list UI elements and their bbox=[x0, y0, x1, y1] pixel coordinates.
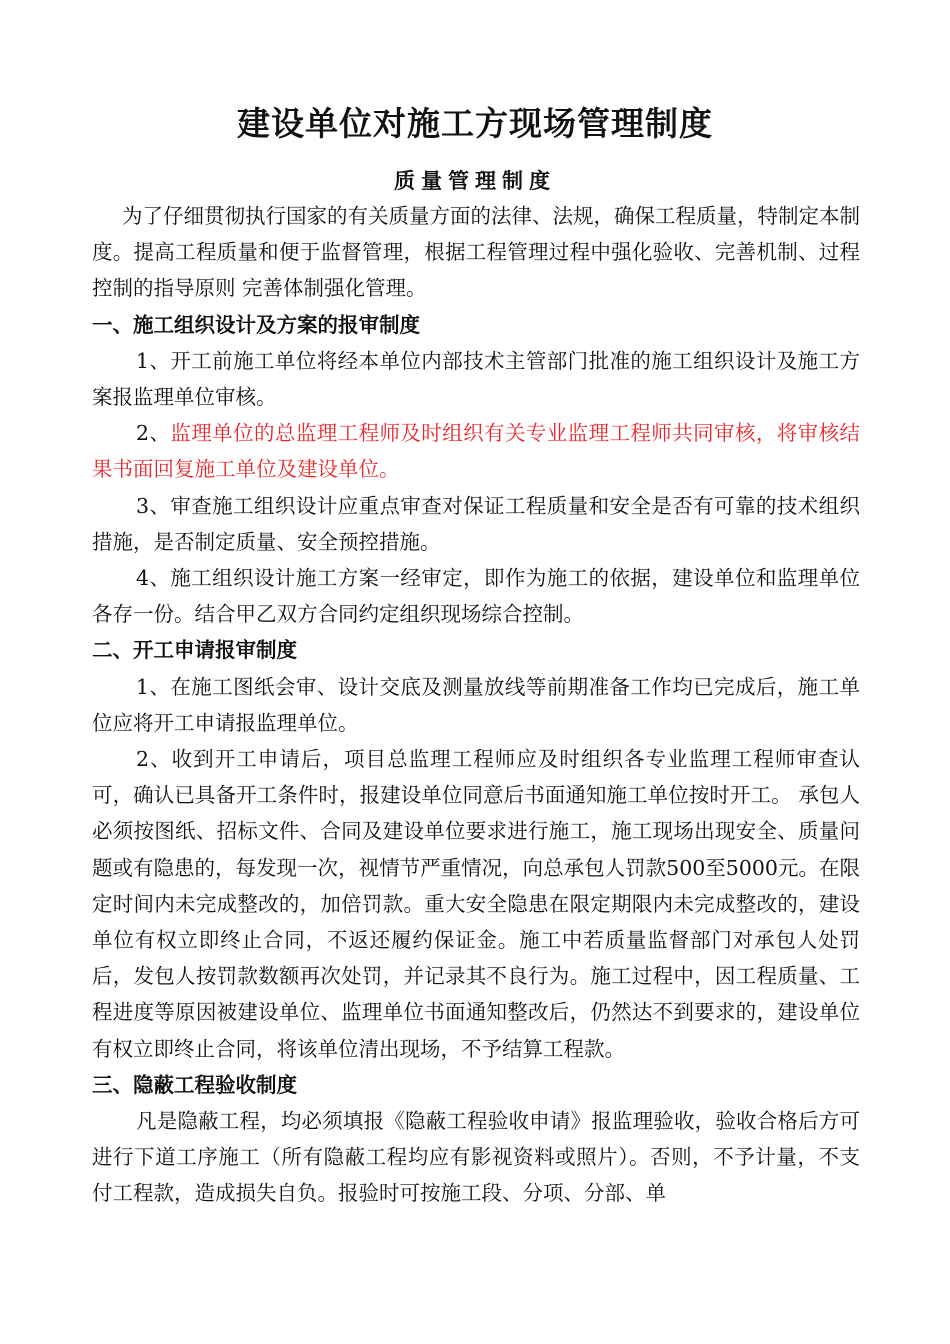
intro-paragraph: 为了仔细贯彻执行国家的有关质量方面的法律、法规，确保工程质量，特制定本制度。提高工程质量和便于监督管理，根据工程管理过程中强化验收、完善机制、过程控制的指导原则 完善体制强化管理。 bbox=[92, 204, 860, 301]
section-heading-3: 三、隐蔽工程验收制度 bbox=[92, 1072, 297, 1097]
document-title: 建设单位对施工方现场管理制度 bbox=[237, 104, 713, 143]
clause-2-2: 2、收到开工申请后，项目总监理工程师应及时组织各专业监理工程师审查认可，确认已具备开工条件时，报建设单位同意后书面通知施工单位按时开工。 承包人必须按图纸、招标文件、合同及建设单位要求进行施工，施工现场出现安全、质量问题或有隐患的，每发现一次，视情节严重情况，向总承包人罚款500至5000元。在限定时间内未完成整改的，加倍罚款。重大安全隐患在限定期限内未完成整改的，建设单位有权立即终止合同，不返还履约保证金。施工中若质量监督部门对承包人处罚后，发包人按罚款数额再次处罚，并记录其不良行为。施工过程中，因工程质量、工程进度等原因被建设单位、监理单位书面通知整改后，仍然达不到要求的，建设单位有权立即终止合同，将该单位清出现场，不予结算工程款。 bbox=[92, 747, 860, 1061]
clause-2-1: 1、在施工图纸会审、设计交底及测量放线等前期准备工作均已完成后，施工单位应将开工申请报监理单位。 bbox=[92, 674, 860, 735]
clause-1-2-number: 2、 bbox=[136, 421, 171, 446]
section-heading-2: 二、开工申请报审制度 bbox=[92, 638, 297, 663]
clause-1-1: 1、开工前施工单位将经本单位内部技术主管部门批准的施工组织设计及施工方案报监理单位审核。 bbox=[92, 348, 860, 410]
clause-1-3: 3、审查施工组织设计应重点审查对保证工程质量和安全是否有可靠的技术组织措施，是否制定质量、安全预控措施。 bbox=[92, 493, 860, 554]
clause-1-4: 4、施工组织设计施工方案一经审定，即作为施工的依据，建设单位和监理单位各存一份。结合甲乙双方合同约定组织现场综合控制。 bbox=[92, 566, 860, 627]
document-body bbox=[92, 198, 860, 1212]
clause-3-1: 凡是隐蔽工程，均必须填报《隐蔽工程验收申请》报监理验收，验收合格后方可进行下道工序施工（所有隐蔽工程均应有影视资料或照片）。否则，不予计量，不支付工程款，造成损失自负。报验时可按施工段、分项、分部、单 bbox=[92, 1109, 860, 1206]
section-subtitle: 质量管理制度 bbox=[394, 168, 556, 193]
section-heading-1: 一、施工组织设计及方案的报审制度 bbox=[92, 312, 420, 337]
clause-1-2 bbox=[92, 415, 860, 487]
clause-1-2-highlighted-text: 监理单位的总监理工程师及时组织有关专业监理工程师共同审核，将审核结果书面回复施工单位及建设单位。 bbox=[92, 421, 861, 482]
